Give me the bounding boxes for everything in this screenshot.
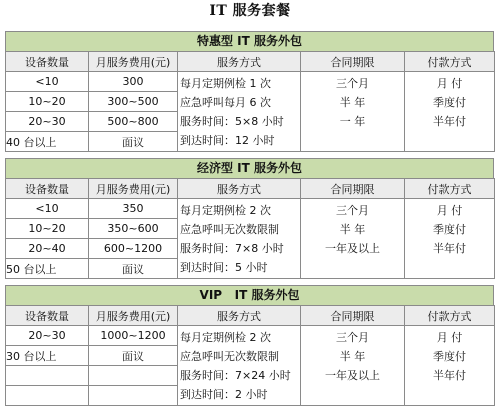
term-line: 半 年 bbox=[339, 95, 366, 109]
service-line: 到达时间：5 小时 bbox=[180, 260, 268, 274]
package-table bbox=[5, 178, 495, 279]
service-line: 每月定期例检 2 次 bbox=[180, 203, 271, 217]
package-budget bbox=[5, 31, 494, 152]
payment-line: 月 付 bbox=[436, 203, 463, 217]
fee-cell bbox=[89, 366, 178, 386]
service-line: 服务时间：7×8 小时 bbox=[180, 241, 284, 255]
service-line: 服务时间：7×24 小时 bbox=[180, 368, 291, 382]
fee-cell: 500~800 bbox=[89, 112, 178, 132]
table-row bbox=[6, 72, 495, 92]
header-payment: 付款方式 bbox=[405, 179, 495, 199]
header-qty: 设备数量 bbox=[6, 52, 89, 72]
fee-cell bbox=[89, 386, 178, 406]
table-row bbox=[6, 326, 495, 346]
package-table bbox=[5, 51, 495, 152]
header-payment: 付款方式 bbox=[405, 52, 495, 72]
service-cell bbox=[178, 326, 301, 406]
header-term: 合同期限 bbox=[301, 52, 405, 72]
payment-line: 半年付 bbox=[433, 368, 466, 382]
qty-cell bbox=[6, 386, 89, 406]
qty-cell: 30 台以上 bbox=[6, 346, 89, 366]
service-line: 到达时间：12 小时 bbox=[180, 133, 275, 147]
page-title: IT 服务套餐 bbox=[209, 3, 291, 19]
header-fee: 月服务费用(元) bbox=[89, 306, 178, 326]
qty-cell: 10~20 bbox=[6, 219, 89, 239]
qty-cell: 20~30 bbox=[6, 326, 89, 346]
service-cell bbox=[178, 72, 301, 152]
qty-cell: <10 bbox=[6, 72, 89, 92]
package-title: VIP IT 服务外包 bbox=[5, 285, 494, 305]
fee-cell: 350 bbox=[89, 199, 178, 219]
payment-line: 月 付 bbox=[436, 330, 463, 344]
fee-cell: 面议 bbox=[89, 346, 178, 366]
fee-cell: 300~500 bbox=[89, 92, 178, 112]
header-service: 服务方式 bbox=[178, 306, 301, 326]
qty-cell bbox=[6, 366, 89, 386]
service-line: 每月定期例检 1 次 bbox=[180, 76, 271, 90]
service-line: 应急呼叫每月 6 次 bbox=[180, 95, 271, 109]
payment-line: 半年付 bbox=[433, 241, 466, 255]
fee-cell: 1000~1200 bbox=[89, 326, 178, 346]
term-line: 一年及以上 bbox=[325, 368, 380, 382]
term-cell bbox=[301, 72, 405, 152]
qty-cell: 20~30 bbox=[6, 112, 89, 132]
payment-line: 季度付 bbox=[433, 349, 466, 363]
header-qty: 设备数量 bbox=[6, 306, 89, 326]
header-row bbox=[6, 306, 495, 326]
service-line: 应急呼叫无次数限制 bbox=[180, 349, 279, 363]
term-line: 一年及以上 bbox=[325, 241, 380, 255]
qty-cell: 10~20 bbox=[6, 92, 89, 112]
package-title: 特惠型 IT 服务外包 bbox=[5, 31, 494, 51]
header-service: 服务方式 bbox=[178, 179, 301, 199]
header-row bbox=[6, 179, 495, 199]
payment-line: 半年付 bbox=[433, 114, 466, 128]
service-line: 服务时间：5×8 小时 bbox=[180, 114, 284, 128]
qty-cell: <10 bbox=[6, 199, 89, 219]
fee-cell: 300 bbox=[89, 72, 178, 92]
header-payment: 付款方式 bbox=[405, 306, 495, 326]
payment-line: 季度付 bbox=[433, 95, 466, 109]
package-table bbox=[5, 305, 495, 406]
header-fee: 月服务费用(元) bbox=[89, 179, 178, 199]
payment-cell bbox=[405, 326, 495, 406]
term-cell bbox=[301, 326, 405, 406]
term-cell bbox=[301, 199, 405, 279]
payment-cell bbox=[405, 199, 495, 279]
term-line: 三个月 bbox=[336, 203, 369, 217]
header-qty: 设备数量 bbox=[6, 179, 89, 199]
term-line: 半 年 bbox=[339, 349, 366, 363]
package-title: 经济型 IT 服务外包 bbox=[5, 158, 494, 178]
fee-cell: 面议 bbox=[89, 259, 178, 279]
service-cell bbox=[178, 199, 301, 279]
table-row bbox=[6, 199, 495, 219]
service-line: 每月定期例检 2 次 bbox=[180, 330, 271, 344]
fee-cell: 600~1200 bbox=[89, 239, 178, 259]
payment-line: 季度付 bbox=[433, 222, 466, 236]
header-term: 合同期限 bbox=[301, 179, 405, 199]
service-line: 到达时间：2 小时 bbox=[180, 387, 268, 401]
package-economy bbox=[5, 158, 494, 279]
qty-cell: 20~40 bbox=[6, 239, 89, 259]
fee-cell: 面议 bbox=[89, 132, 178, 152]
fee-cell: 350~600 bbox=[89, 219, 178, 239]
term-line: 半 年 bbox=[339, 222, 366, 236]
header-row bbox=[6, 52, 495, 72]
qty-cell: 40 台以上 bbox=[6, 132, 89, 152]
header-term: 合同期限 bbox=[301, 306, 405, 326]
term-line: 一 年 bbox=[339, 114, 366, 128]
service-line: 应急呼叫无次数限制 bbox=[180, 222, 279, 236]
package-vip bbox=[5, 285, 494, 406]
payment-line: 月 付 bbox=[436, 76, 463, 90]
header-service: 服务方式 bbox=[178, 52, 301, 72]
term-line: 三个月 bbox=[336, 330, 369, 344]
term-line: 三个月 bbox=[336, 76, 369, 90]
header-fee: 月服务费用(元) bbox=[89, 52, 178, 72]
payment-cell bbox=[405, 72, 495, 152]
qty-cell: 50 台以上 bbox=[6, 259, 89, 279]
